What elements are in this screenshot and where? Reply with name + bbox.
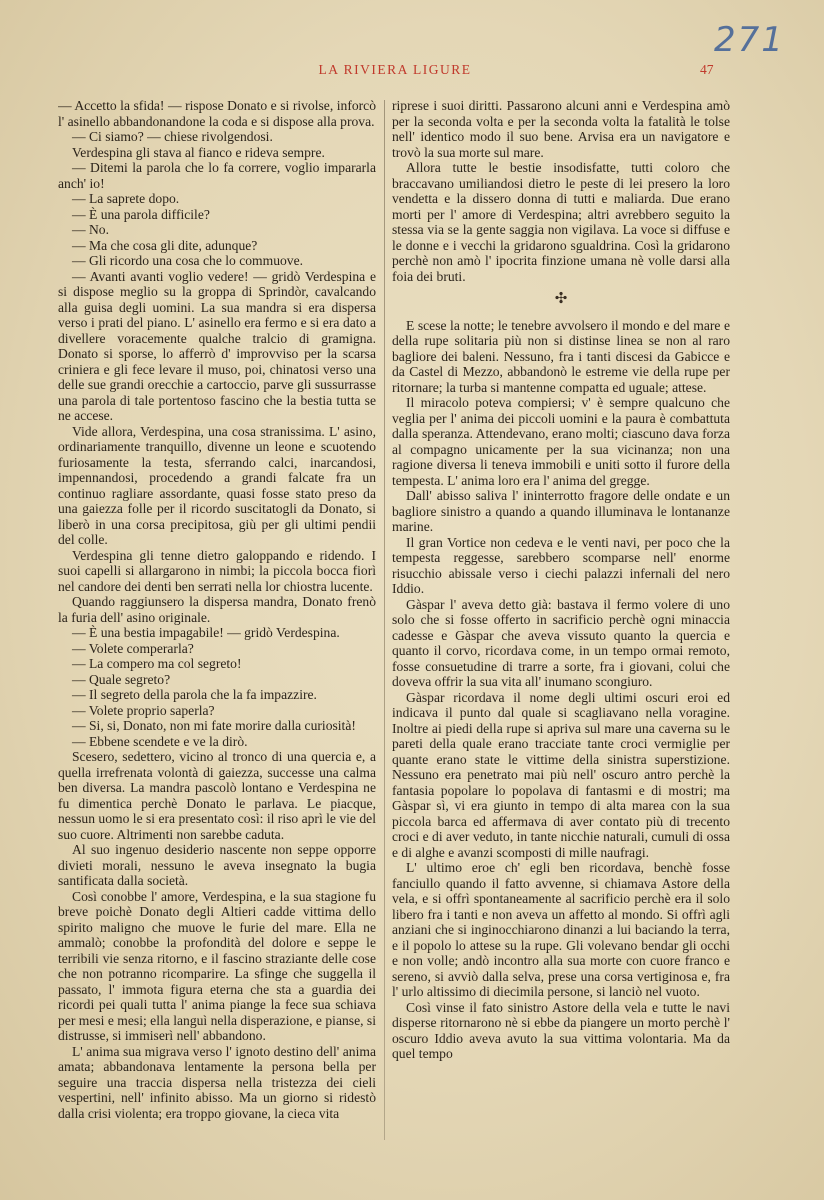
paragraph: Verdespina gli tenne dietro galoppando e ridendo. I suoi capelli si allargarono in nimbi; la piccola bocca fiorì nel candore dei denti ben serrati nella lor chiostra lucente.	[58, 547, 376, 594]
running-header	[0, 62, 824, 84]
paragraph: E scese la notte; le tenebre avvolsero il mondo e del mare e della rupe solitaria più non si distinse linea se non al raro bagliore dei baleni. Nessuno, fra i tanti discesi da Gabicce e da Castel di Mezzo, abbandonò le estreme vie della rupe per ritornare; la turba si mantenne compatta ed uguale; attese.	[392, 317, 730, 395]
paragraph: — Avanti avanti voglio vedere! — gridò Verdespina e si dispose meglio su la groppa di Sprindòr, cavalcando alla guisa degli uomini. La sua mandra si era dispersa verso i prati del piano. L' asinello era fermo e si era dato a divellere voracemente qualche tralcio di gramigna. Donato si sporse, lo afferrò d' improvviso per la scarsa criniera e gli fece levare il muso, poi, chinatosi verso una delle sue grandi orecchie a cartoccio, parve gli sussurrasse una parola di tale portentoso fascino che la bestia tutta se ne accese.	[58, 268, 376, 423]
paragraph: — Ditemi la parola che lo fa correre, voglio impararla anch' io!	[58, 160, 376, 191]
paragraph: riprese i suoi diritti. Passarono alcuni anni e Verdespina amò per la seconda volta e per la seconda volta la fatalità le tolse nell' identico modo il suo bene. Arvisa era un navigatore e trovò la sua morte sul mare.	[392, 98, 730, 160]
paragraph: — Accetto la sfida! — rispose Donato e si rivolse, inforcò l' asinello abbandonandone la coda e si dispose alla prova.	[58, 98, 376, 129]
paragraph: — È una bestia impagabile! — gridò Verdespina.	[72, 625, 340, 640]
paragraph: Il gran Vortice non cedeva e le venti navi, per poco che la tempesta reggesse, sarebbero scomparse nell' enorme risucchio abissale verso i ciechi palazzi infernali del nero Iddio.	[392, 534, 730, 596]
paragraph: Al suo ingenuo desiderio nascente non seppe opporre divieti morali, nessuno le aveva insegnato la bugia santificata dalla società.	[58, 842, 376, 888]
paragraph: — Si, si, Donato, non mi fate morire dalla curiosità!	[72, 718, 356, 733]
paragraph: — Volete comperarla?	[72, 640, 194, 656]
paragraph: Il miracolo poteva compiersi; v' è sempre qualcuno che veglia per l' anima dei piccoli uomini e la paura è combattuta dalla speranza. Attendevano, erano molti; ciascuno dava forza al compagno unicamente per la sua vicinanza; non una ragione diversa li teneva immobili e uniti sotto il furore della tempesta. L' anima loro era l' anima del gregge.	[392, 395, 730, 488]
paragraph: L' anima sua migrava verso l' ignoto destino dell' anima amata; abbandonava lentamente la persona bella per seguire una traccia dispersa nella tristezza dei cieli vespertini, nell' infinito abisso. Ma un giorno si ridestò dalla crisi violenta; era troppo giovane, la cieca vita	[58, 1043, 376, 1121]
section-ornament: ✣	[554, 291, 568, 307]
paragraph: — La saprete dopo.	[72, 191, 180, 206]
left-column	[58, 98, 376, 1178]
paragraph: — La compero ma col segreto!	[72, 656, 242, 671]
paragraph: — È una parola difficile?	[72, 206, 210, 222]
column-divider	[384, 100, 385, 1140]
paragraph: — Il segreto della parola che la fa impazzire.	[72, 687, 317, 702]
paragraph: — Ma che cosa gli dite, adunque?	[72, 237, 258, 253]
running-title: LA RIVIERA LIGURE	[318, 62, 472, 77]
paragraph: Scesero, sedettero, vicino al tronco di una quercia e, a quella irrefrenata volontà di gaiezza, successe una calma ben diversa. La mandra pascolò lontano e Verdespina ne fu dimentica perchè Donato le parlava. Le piacque, nessun uomo le si era presentato così: il riso aprì le vie del suo cuore. Altrimenti non sarebbe caduta.	[58, 749, 376, 842]
paragraph: Dall' abisso saliva l' ininterrotto fragore delle ondate e un bagliore sinistro a quando a quando illuminava le lontananze marine.	[392, 488, 730, 534]
page-number: 47	[700, 62, 714, 77]
paragraph: Così vinse il fato sinistro Astore della vela e tutte le navi disperse ritornarono nè si ebbe da piangere un morto perchè l' oscuro Iddio aveva avuto la sua vittima volontaria. Ma da quel tempo	[392, 999, 730, 1061]
paragraph: Quando raggiunsero la dispersa mandra, Donato frenò la furia dell' asino originale.	[58, 594, 376, 625]
right-column	[392, 98, 730, 1178]
paragraph: — Ebbene scendete e ve la dirò.	[72, 733, 248, 749]
paragraph: Gàspar l' aveva detto già: bastava il fermo volere di uno solo che si fosse offerto in sacrificio perchè ogni minaccia cadesse e Gàspar che aveva vissuto quanto la quercia e quanto il corvo, ricordava come, in un tempo ormai remoto, fosse consuetudine di trarre a sorte, fra i giovani, colui che doveva offrir la sua vita all' inumano scongiuro.	[392, 596, 730, 689]
paragraph: Allora tutte le bestie insodisfatte, tutti coloro che braccavano umiliandosi dietro le peste di lei presero la loro vendetta e la dissero donna di tutti e maliarda. Due erano morti per l' amore di Verdespina; altri avrebbero seguito la stessa via se la gente saggia non vigilava. La voce si diffuse e le donne e i vecchi la gridarono sgualdrina. Così la gridarono perchè non amò l' ipocrita finzione umana nè volle darsi alla foia dei bruti.	[392, 160, 730, 284]
paragraph: — Quale segreto?	[72, 671, 171, 687]
paragraph: Gàspar ricordava il nome degli ultimi oscuri eroi ed indicava il punto dal quale si scagliavano nella voragine. Inoltre ai piedi della rupe si apriva sul mare una caverna su le pareti della quale erano tracciate tante croci vermiglie per quante erano state le vittime della sinistra superstizione. Nessuno era penetrato mai più nell' oscuro antro perchè la fantasia popolare lo popolava di fantasmi e di mostri; ma Gàspar sì, vi era giunto in tempo di alta marea con la sua piccola barca ed affermava di aver contato più di trecento croci e di aver veduto, in tante nicchie naturali, cumuli di ossa e di alghe e avanzi scomposti di mille naufragi.	[392, 689, 730, 860]
paragraph: Così conobbe l' amore, Verdespina, e la sua stagione fu breve poichè Donato degli Altieri cadde vittima dello spirito maligno che muove le furie del mare. Ella ne ammalò; conobbe la profondità del dolore e seppe le terribili vie senza ritorno, e il fascino straziante delle cose che non potranno ricomparire. La sfinge che suggella il passato, l' immota figura eterna che sta a guardia dei ricordi pei quali tutta l' anima piange la fece sua schiava per mesi e mesi; ella languì nella disperazione, e pianse, si distrusse, si immiserì nell' abbandono.	[58, 888, 376, 1043]
paragraph: — Gli ricordo una cosa che lo commuove.	[72, 253, 304, 268]
paragraph: Vide allora, Verdespina, una cosa stranissima. L' asino, ordinariamente tranquillo, divenne un leone e scuotendo furiosamente la testa, sferrando calci, inarcandosi, impennandosi, procedendo a grandi falcate fra un continuo ragliare assordante, quasi fosse stato preso da una gaiezza folle per il ricordo suscitatogli da Donato, si liberò in una corsa precipitosa, giù per gli ultimi pendii del colle.	[58, 423, 376, 547]
paragraph: Verdespina gli stava al fianco e rideva sempre.	[72, 144, 325, 160]
handwritten-page-number: 271	[714, 20, 785, 60]
paragraph: — Ci siamo? — chiese rivolgendosi.	[72, 129, 273, 144]
paragraph: — No.	[72, 222, 110, 237]
paragraph: — Volete proprio saperla?	[72, 702, 215, 718]
paragraph: L' ultimo eroe ch' egli ben ricordava, benchè fosse fanciullo quando il fatto avvenne, si chiamava Astore della vela, e si offrì spontaneamente al sacrificio perchè era il solo libero fra i tanti e non aveva un affetto al mondo. Si offrì agli anziani che si inginocchiarono dinanzi a lui baciando la terra, e il popolo lo attese su la rupe. Gli volevano bendar gli occhi e non volle; andò incontro alla sua morte con cuore franco e sereno, si avviò dalla selva, prese una corsa vertiginosa e, fra l' urlo altissimo di diecimila persone, si lanciò nel vuoto.	[392, 860, 730, 999]
